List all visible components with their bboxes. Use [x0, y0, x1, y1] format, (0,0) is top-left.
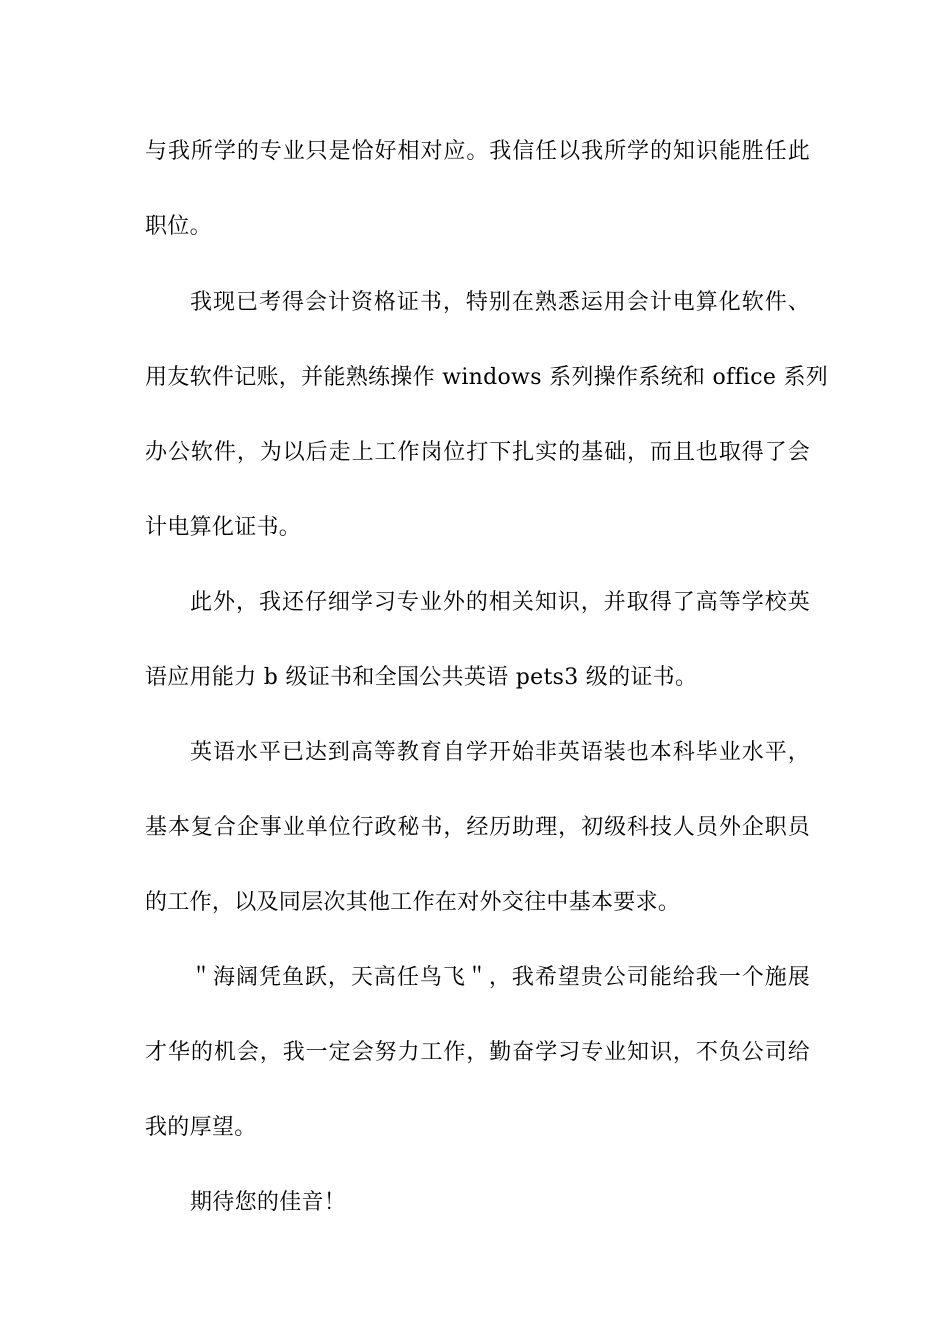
- paragraph-1-line-2: 职位。: [145, 214, 212, 239]
- paragraph-3-line-1: 此外，我还仔细学习专业外的相关知识，并取得了高等学校英: [190, 590, 810, 615]
- paragraph-4-line-2: 基本复合企事业单位行政秘书，经历助理，初级科技人员外企职员: [145, 815, 810, 840]
- paragraph-2-line-2: 用友软件记账，并能熟练操作 windows 系列操作系统和 office 系列: [145, 365, 829, 390]
- paragraph-3-line-2: 语应用能力 b 级证书和全国公共英语 pets3 级的证书。: [145, 665, 698, 690]
- paragraph-4-line-3: 的工作，以及同层次其他工作在对外交往中基本要求。: [145, 890, 681, 915]
- paragraph-1-line-1: 与我所学的专业只是恰好相对应。我信任以我所学的知识能胜任此: [145, 139, 810, 164]
- paragraph-5-line-3: 我的厚望。: [145, 1115, 257, 1140]
- paragraph-2-line-3: 办公软件，为以后走上工作岗位打下扎实的基础，而且也取得了会: [145, 440, 810, 465]
- paragraph-2-line-1: 我现已考得会计资格证书，特别在熟悉运用会计电算化软件、: [190, 290, 810, 315]
- paragraph-5-line-2: 才华的机会，我一定会努力工作，勤奋学习专业知识，不负公司给: [145, 1040, 810, 1065]
- paragraph-2-line-4: 计电算化证书。: [145, 515, 302, 540]
- closing-line: 期待您的佳音！: [190, 1190, 347, 1215]
- paragraph-5-line-1: ＂海阔凭鱼跃，天高任鸟飞＂，我希望贵公司能给我一个施展: [190, 965, 810, 990]
- paragraph-4-line-1: 英语水平已达到高等教育自学开始非英语装也本科毕业水平，: [190, 740, 810, 765]
